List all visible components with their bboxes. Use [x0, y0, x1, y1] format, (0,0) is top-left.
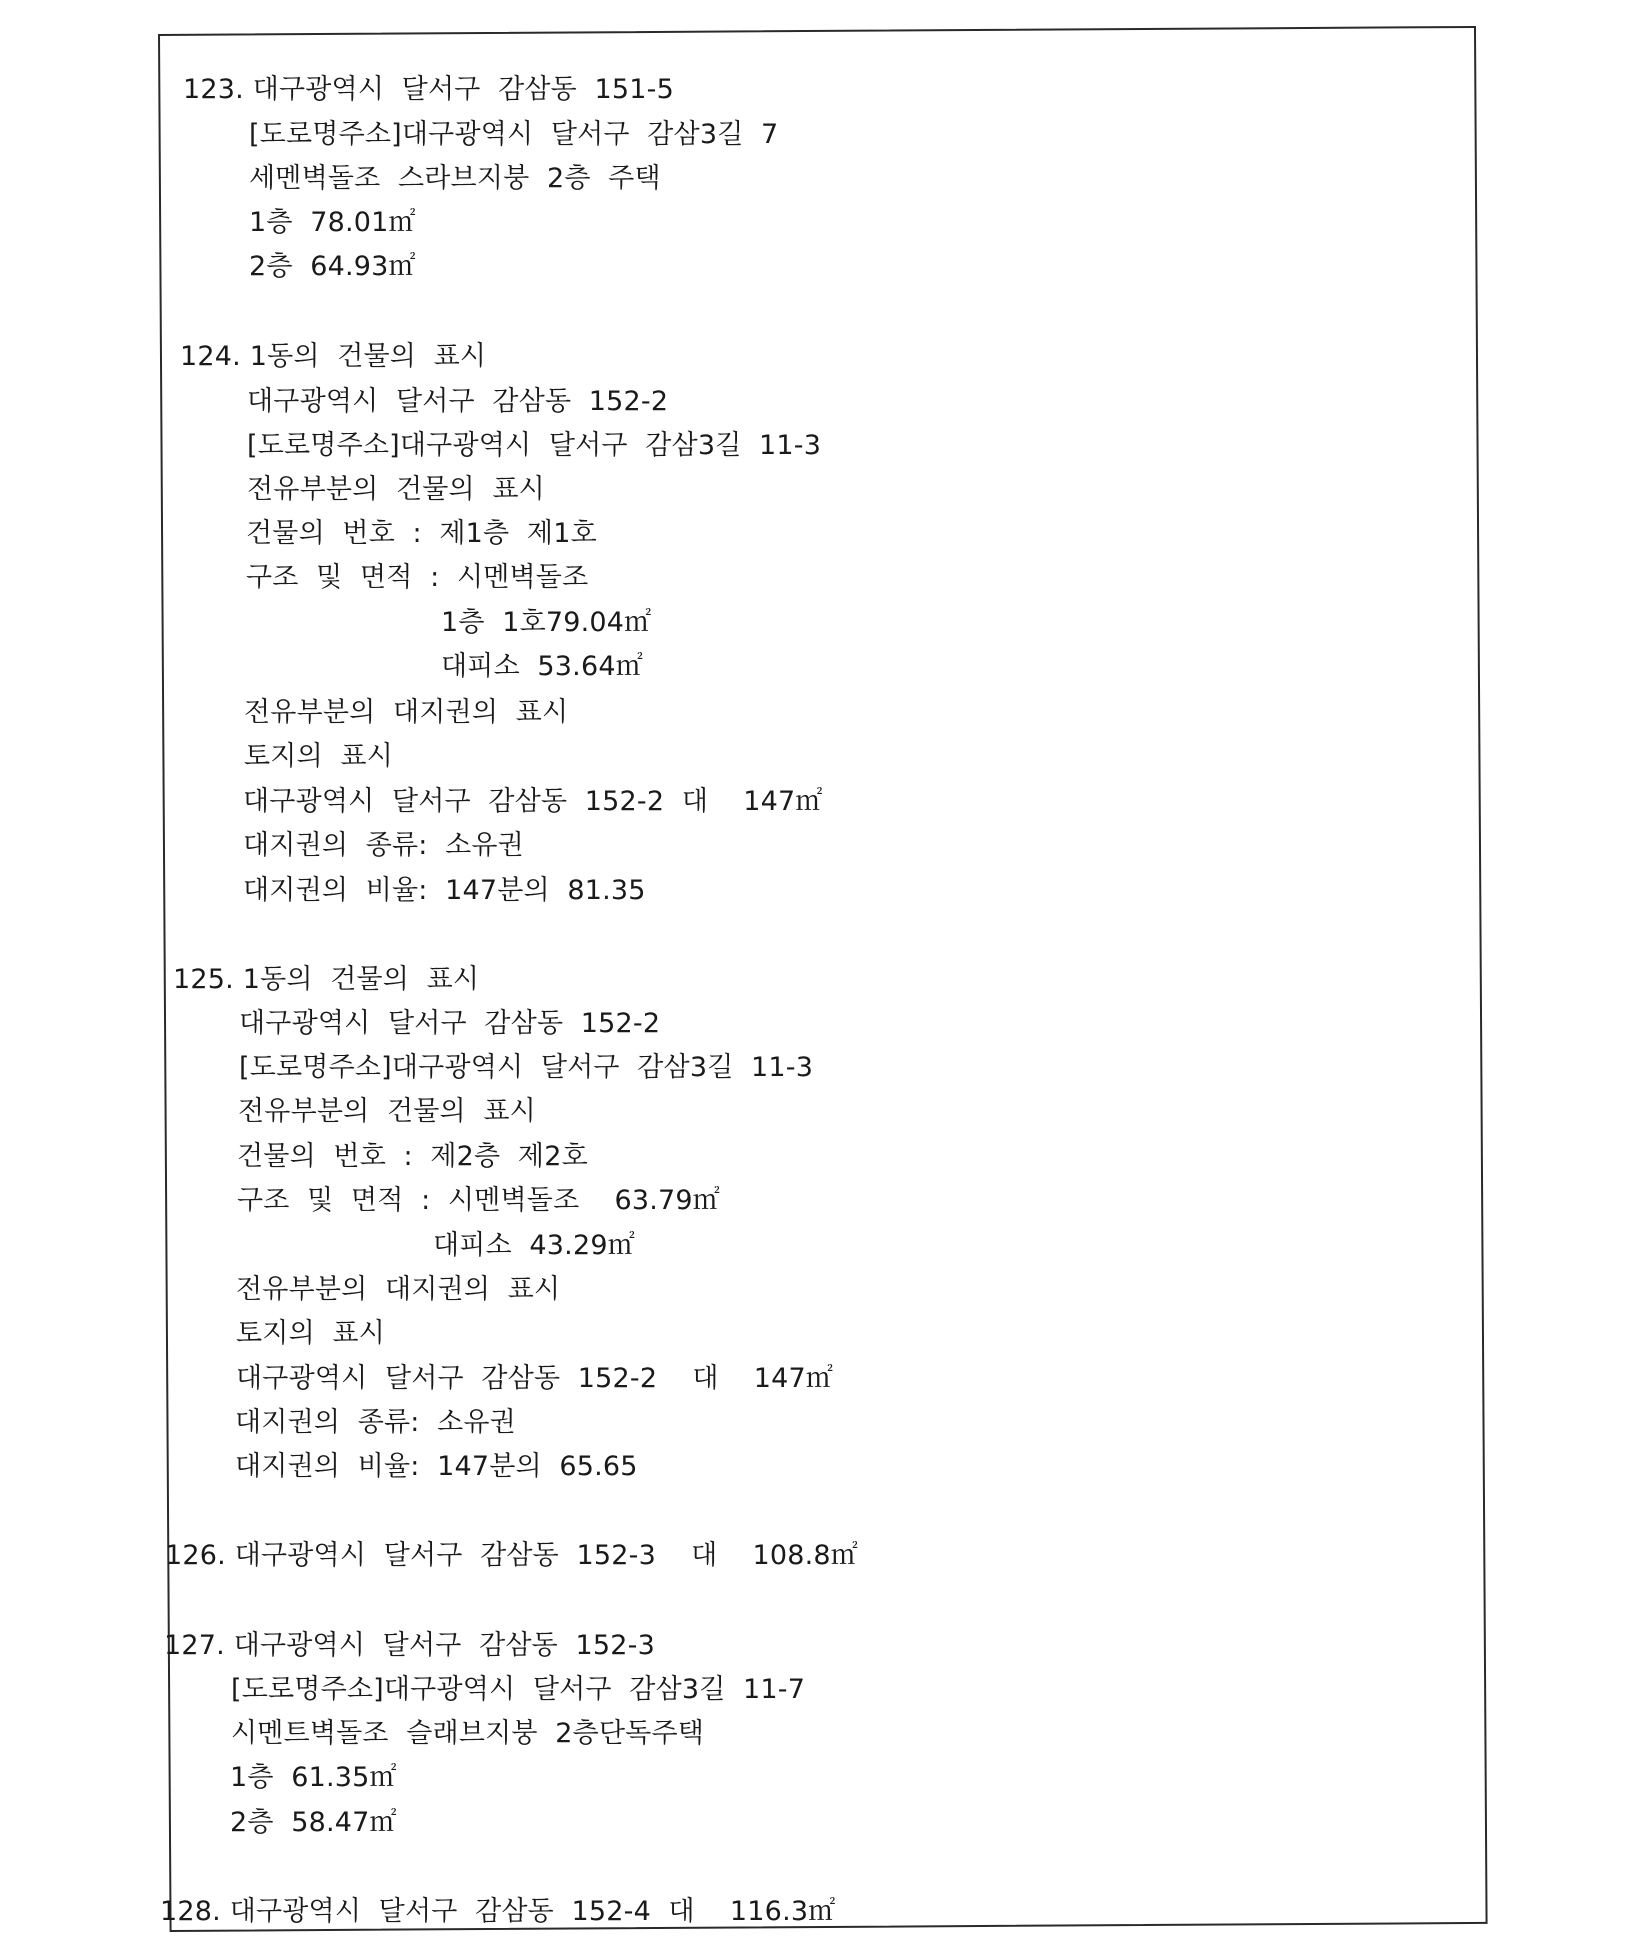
- entry-124-structure-area: 구조 및 면적 : 시멘벽돌조: [246, 562, 589, 593]
- entry-128-parcel: 128. 대구광역시 달서구 감삼동 152-4 대 116.3㎡: [160, 1896, 836, 1927]
- entry-124-land-right-heading: 전유부분의 대지권의 표시: [244, 697, 569, 728]
- entry-125-right-type: 대지권의 종류: 소유권: [235, 1407, 516, 1438]
- entry-123-floor2: 2층 64.93㎡: [249, 251, 416, 282]
- entry-124-address: 대구광역시 달서구 감삼동 152-2: [247, 386, 669, 417]
- entry-124-land-parcel: 대구광역시 달서구 감삼동 152-2 대 147㎡: [243, 786, 823, 817]
- entry-125-land-right-heading: 전유부분의 대지권의 표시: [236, 1274, 561, 1305]
- entry-125-unit-number: 건물의 번호 : 제2층 제2호: [237, 1141, 588, 1172]
- entry-125-right-ratio: 대지권의 비율: 147분의 65.65: [235, 1451, 638, 1482]
- entry-125-unit-heading: 전유부분의 건물의 표시: [238, 1096, 536, 1127]
- entry-124-right-type: 대지권의 종류: 소유권: [243, 830, 524, 861]
- entry-124-right-ratio: 대지권의 비율: 147분의 81.35: [243, 875, 646, 906]
- entry-127-structure: 시멘트벽돌조 슬래브지붕 2층단독주택: [231, 1718, 705, 1749]
- entry-127-title: 127. 대구광역시 달서구 감삼동 152-3: [164, 1630, 655, 1661]
- entry-125-title: 125. 1동의 건물의 표시: [173, 964, 480, 995]
- entry-125-structure-area: 구조 및 면적 : 시멘벽돌조 63.79㎡: [237, 1185, 721, 1216]
- entry-124-road-address: [도로명주소]대구광역시 달서구 감삼3길 11-3: [247, 430, 822, 461]
- entry-127-floor2: 2층 58.47㎡: [230, 1807, 397, 1838]
- entry-123-road-address: [도로명주소]대구광역시 달서구 감삼3길 7: [249, 119, 779, 150]
- entry-124-unit-heading: 전유부분의 건물의 표시: [247, 474, 545, 505]
- entry-123-floor1: 1층 78.01㎡: [249, 207, 416, 238]
- entry-124-shelter-area: 대피소 53.64㎡: [441, 651, 643, 682]
- entry-125-shelter-area: 대피소 43.29㎡: [433, 1230, 635, 1261]
- entry-126-parcel: 126. 대구광역시 달서구 감삼동 152-3 대 108.8㎡: [165, 1540, 858, 1571]
- entry-123-title: 123. 대구광역시 달서구 감삼동 151-5: [183, 74, 674, 105]
- entry-124-title: 124. 1동의 건물의 표시: [180, 341, 487, 372]
- entry-124-floor1-area: 1층 1호79.04㎡: [441, 607, 652, 638]
- entry-125-road-address: [도로명주소]대구광역시 달서구 감삼3길 11-3: [239, 1052, 814, 1083]
- entry-124-unit-number: 건물의 번호 : 제1층 제1호: [246, 518, 597, 549]
- entry-127-road-address: [도로명주소]대구광역시 달서구 감삼3길 11-7: [231, 1674, 806, 1705]
- entry-125-address: 대구광역시 달서구 감삼동 152-2: [239, 1008, 661, 1039]
- entry-125-land-heading: 토지의 표시: [236, 1318, 385, 1349]
- entry-123-structure: 세멘벽돌조 스라브지붕 2층 주택: [249, 163, 661, 194]
- entry-125-land-parcel: 대구광역시 달서구 감삼동 152-2 대 147㎡: [236, 1363, 834, 1394]
- entry-124-land-heading: 토지의 표시: [244, 741, 393, 772]
- entry-127-floor1: 1층 61.35㎡: [230, 1762, 397, 1793]
